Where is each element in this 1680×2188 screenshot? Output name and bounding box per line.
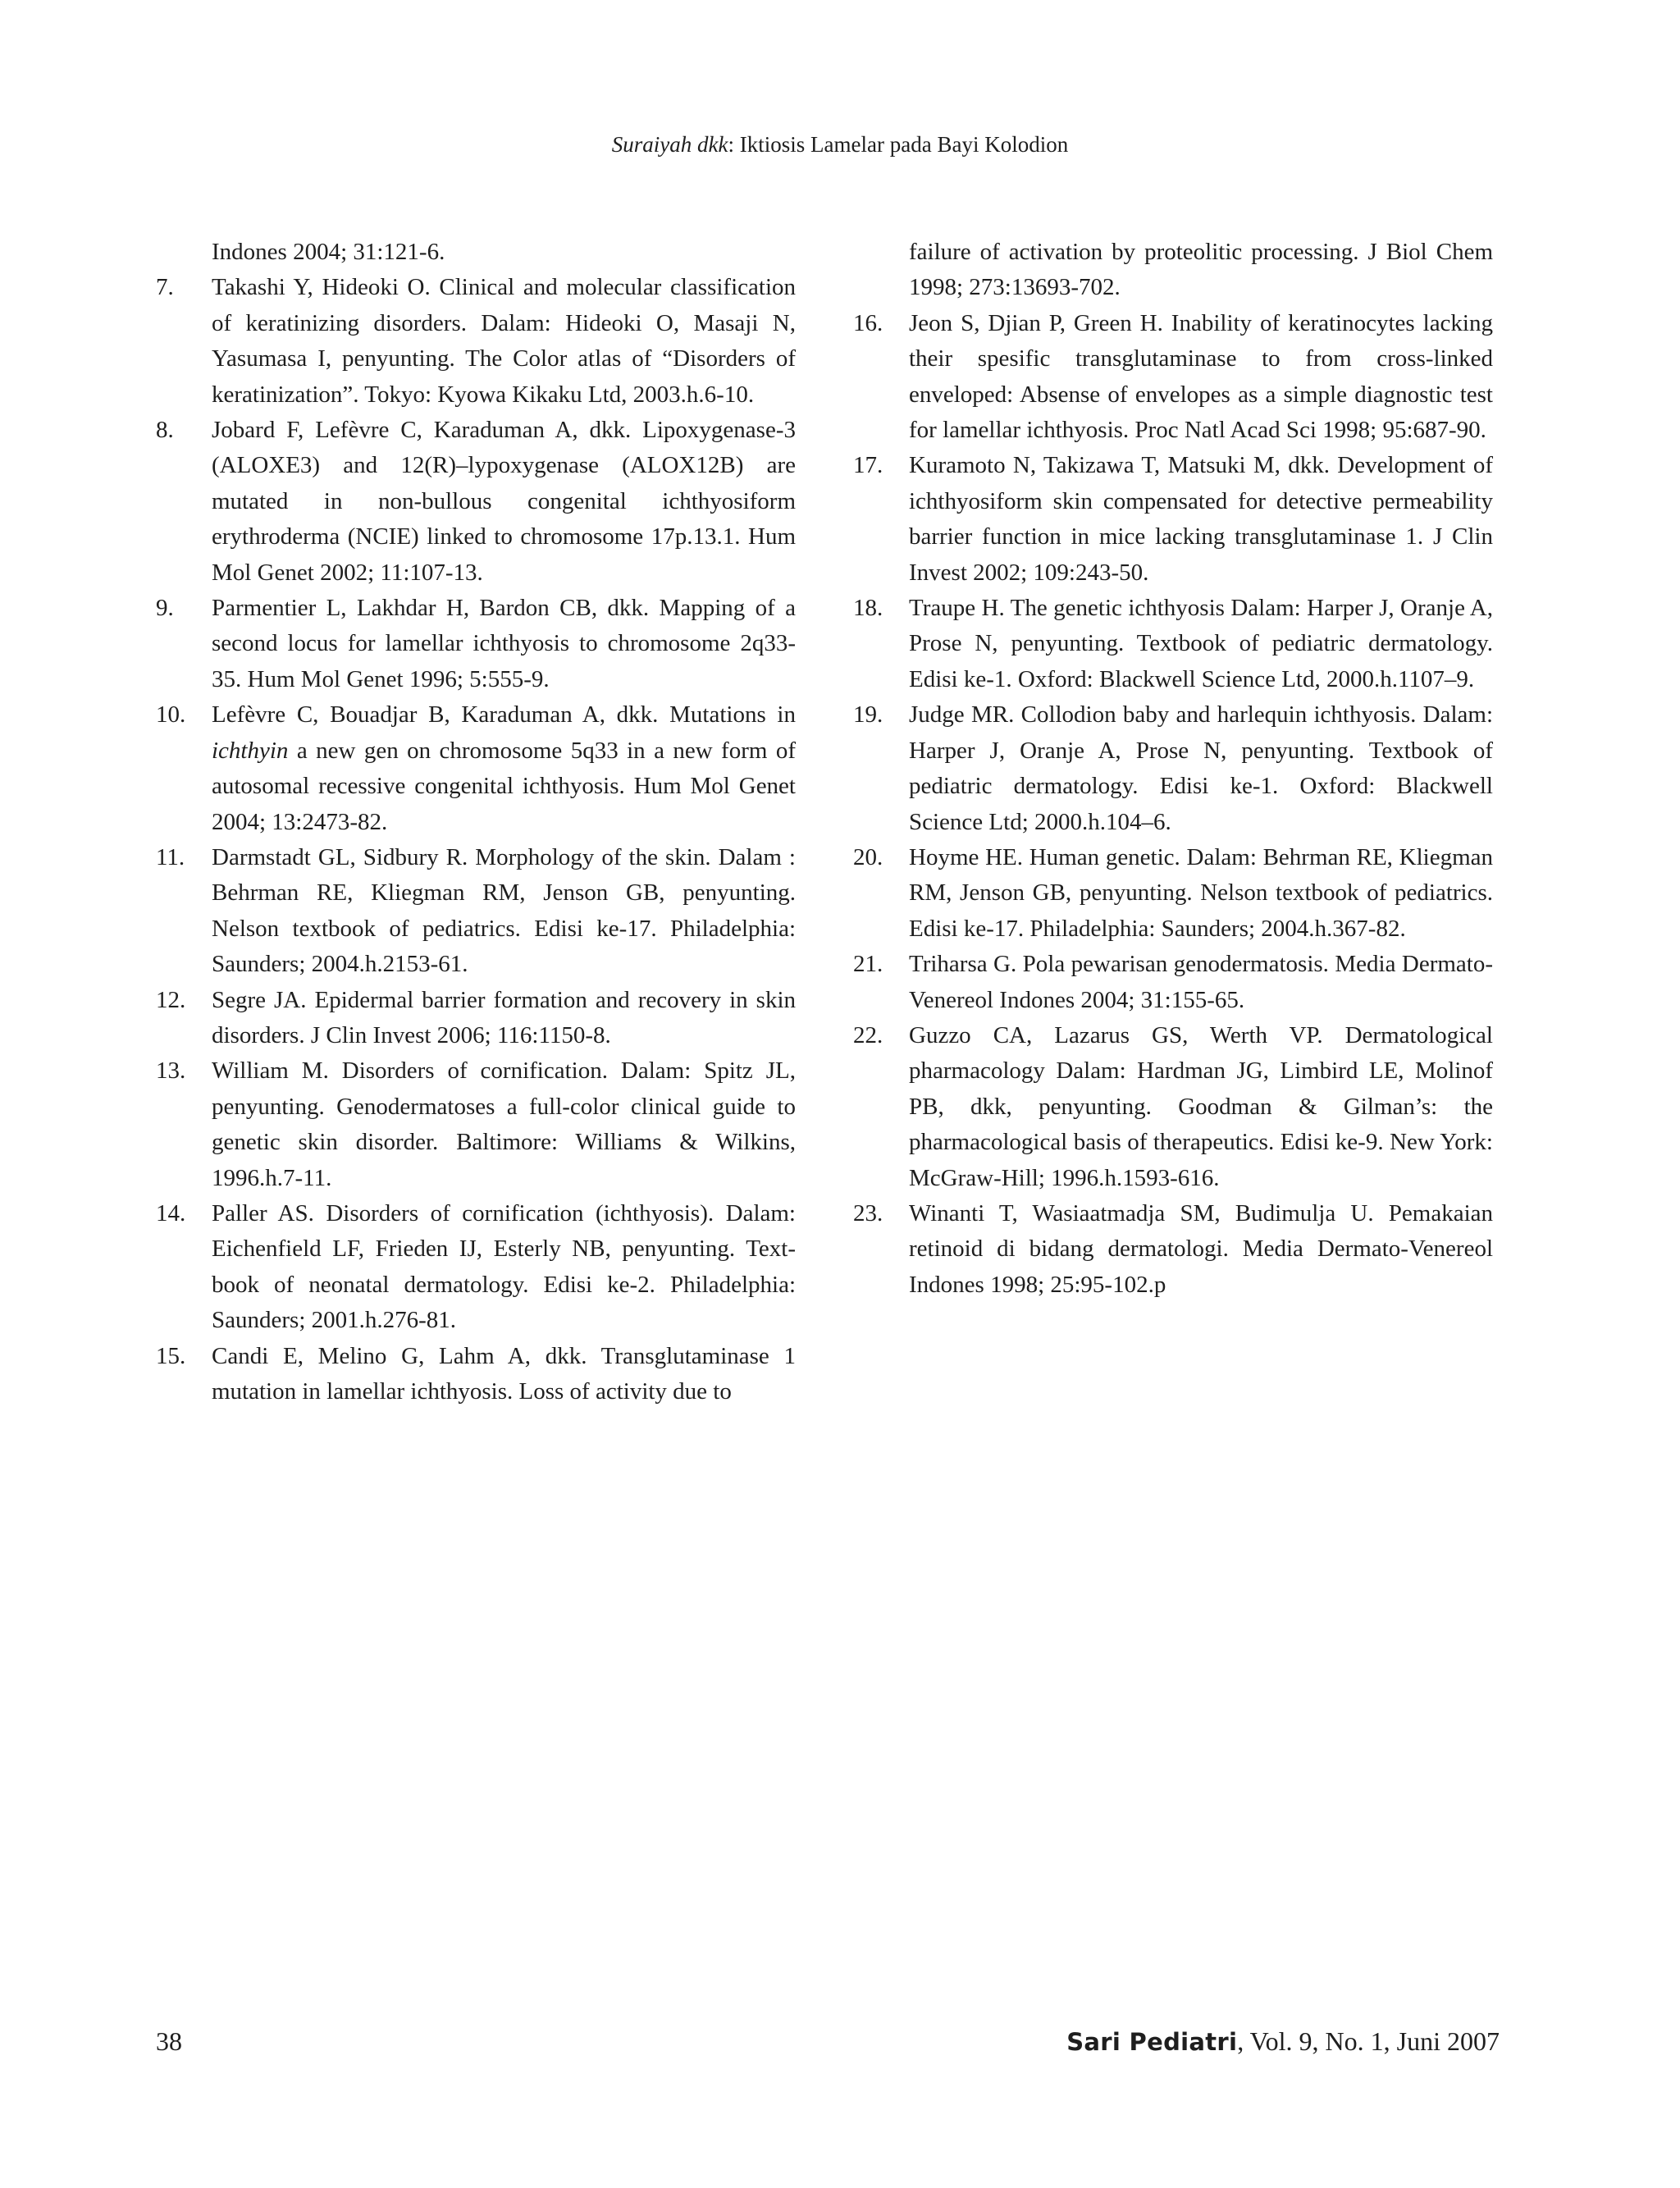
reference-text: Segre JA. Epidermal barrier formation and recovery in skin disorders. J Clin Invest 2006; 116:1150-8. (212, 986, 796, 1048)
reference-number: 23. (853, 1199, 883, 1226)
reference-number: 13. (156, 1057, 186, 1085)
reference-text: Guzzo CA, Lazarus GS, Werth VP. Dermatological pharmacology Dalam: Hardman JG, Limbird LE, Molinof PB, dkk, penyunting. Goodman & Gilman’s: the pharmacological basis of therapeutics. Edisi ke-9. New York: McGraw-Hill; 1996.h.1593-616. (909, 1021, 1493, 1191)
reference-number: 9. (156, 595, 174, 622)
reference-text-part: Lefèvre C, Bouadjar B, Karaduman A, dkk. Mutations in (212, 701, 796, 729)
reference-number: 21. (853, 951, 883, 978)
reference-italic-term: ichthyin (212, 737, 289, 764)
reference-item (156, 1196, 796, 1339)
reference-text: Jeon S, Djian P, Green H. Inability of keratinocytes lacking their spesific transglutaminase to from cross-linked enveloped: Absense of envelopes as a simple diagnostic test for lamellar ichthyosis. Proc Natl Acad Sci 1998; 95:687-90. (909, 309, 1493, 444)
running-head (0, 130, 1680, 159)
reference-item (156, 840, 796, 983)
reference-text (212, 697, 796, 840)
reference-text: William M. Disorders of cornification. Dalam: Spitz JL, penyunting. Genodermatoses a full-color clinical guide to genetic skin disorder. Baltimore: Williams & Wilkins, 1996.h.7-11. (212, 1057, 796, 1191)
journal-issue: , Vol. 9, No. 1, Juni 2007 (1237, 2026, 1500, 2056)
reference-text: Candi E, Melino G, Lahm A, dkk. Transglutaminase 1 mutation in lamellar ichthyosis. Loss of activity due to (212, 1342, 796, 1405)
reference-number: 11. (156, 843, 185, 870)
reference-item (156, 697, 796, 840)
reference-text: Jobard F, Lefèvre C, Karaduman A, dkk. Lipoxygenase-3 (ALOXE3) and 12(R)–lypoxygenase (ALOX12B) are mutated in non-bullous congenital ichthyosiform erythroderma (NCIE) linked to chromosome 17p.13.1. Hum Mol Genet 2002; 11:107-13. (212, 417, 796, 586)
running-head-title: Iktiosis Lamelar pada Bayi Kolodion (739, 132, 1069, 157)
reference-number: 8. (156, 417, 174, 444)
reference-text: Winanti T, Wasiaatmadja SM, Budimulja U. Pemakaian retinoid di bidang dermatologi. Media Dermato-Venereol Indones 1998; 25:95-102.p (909, 1199, 1493, 1298)
reference-item (156, 270, 796, 413)
reference-text: Hoyme HE. Human genetic. Dalam: Behrman RE, Kliegman RM, Jenson GB, penyunting. Nelson textbook of pediatrics. Edisi ke-17. Philadelphia: Saunders; 2004.h.367-82. (909, 843, 1493, 942)
reference-item (853, 947, 1493, 1018)
reference-item (853, 1196, 1493, 1303)
running-head-separator: : (728, 132, 740, 157)
reference-text: Judge MR. Collodion baby and harlequin ichthyosis. Dalam: Harper J, Oranje A, Prose N, penyunting. Textbook of pediatric dermatology. Edisi ke-1. Oxford: Blackwell Science Ltd; 2000.h.104–6. (909, 701, 1493, 835)
reference-text-part: a new gen on chromosome 5q33 in a new form of autosomal recessive congenital ichthyosis. Hum Mol Genet 2004; 13:2473-82. (212, 737, 796, 835)
reference-number: 20. (853, 843, 883, 870)
reference-number: 17. (853, 452, 883, 479)
reference-number: 19. (853, 701, 883, 729)
reference-item (853, 697, 1493, 840)
reference-continuation: failure of activation by proteolitic processing. J Biol Chem 1998; 273:13693-702. (909, 239, 1493, 301)
reference-text: Darmstadt GL, Sidbury R. Morphology of the skin. Dalam : Behrman RE, Kliegman RM, Jenson GB, penyunting. Nelson textbook of pediatrics. Edisi ke-17. Philadelphia: Saunders; 2004.h.2153-61. (212, 843, 796, 978)
reference-number: 14. (156, 1199, 186, 1226)
reference-number: 10. (156, 701, 186, 729)
reference-number: 7. (156, 274, 174, 301)
reference-continuation: Indones 2004; 31:121-6. (212, 239, 445, 265)
reference-item (853, 840, 1493, 947)
running-head-authors: Suraiyah dkk (611, 132, 728, 157)
page-number: 38 (156, 2026, 182, 2056)
reference-text: Paller AS. Disorders of cornification (ichthyosis). Dalam: Eichenfield LF, Frieden IJ, Esterly NB, penyunting. Text-book of neonatal dermatology. Edisi ke-2. Philadelphia: Saunders; 2001.h.276-81. (212, 1199, 796, 1334)
reference-item (853, 591, 1493, 697)
reference-item (853, 306, 1493, 449)
reference-number: 12. (156, 986, 186, 1013)
reference-number: 16. (853, 309, 883, 336)
reference-number: 22. (853, 1021, 883, 1048)
reference-item (156, 413, 796, 591)
journal-name: Sari Pediatri (1066, 2028, 1238, 2056)
journal-citation (1066, 2023, 1500, 2060)
reference-item (853, 448, 1493, 591)
reference-text: Kuramoto N, Takizawa T, Matsuki M, dkk. Development of ichthyosiform skin compensated for detective permeability barrier function in mice lacking transglutaminase 1. J Clin Invest 2002; 109:243-50. (909, 452, 1493, 586)
reference-number: 18. (853, 595, 883, 622)
reference-text: Takashi Y, Hideoki O. Clinical and molecular classification of keratinizing disorders. Dalam: Hideoki O, Masaji N, Yasumasa I, penyunting. The Color atlas of “Disorders of keratinization”. Tokyo: Kyowa Kikaku Ltd, 2003.h.6-10. (212, 274, 796, 408)
reference-item (156, 1053, 796, 1196)
reference-text: Parmentier L, Lakhdar H, Bardon CB, dkk. Mapping of a second locus for lamellar ichthyosis to chromosome 2q33-35. Hum Mol Genet 1996; 5:555-9. (212, 595, 796, 692)
reference-item (156, 591, 796, 697)
reference-text: Triharsa G. Pola pewarisan genodermatosis. Media Dermato-Venereol Indones 2004; 31:155-65. (909, 951, 1493, 1013)
reference-item (853, 1018, 1493, 1196)
reference-column-left (156, 235, 796, 1409)
reference-item (156, 983, 796, 1054)
reference-item (156, 1339, 796, 1410)
reference-text: Traupe H. The genetic ichthyosis Dalam: Harper J, Oranje A, Prose N, penyunting. Textbook of pediatric dermatology. Edisi ke-1. Oxford: Blackwell Science Ltd, 2000.h.1107–9. (909, 595, 1493, 692)
reference-column-right (853, 235, 1493, 1303)
reference-number: 15. (156, 1342, 186, 1369)
